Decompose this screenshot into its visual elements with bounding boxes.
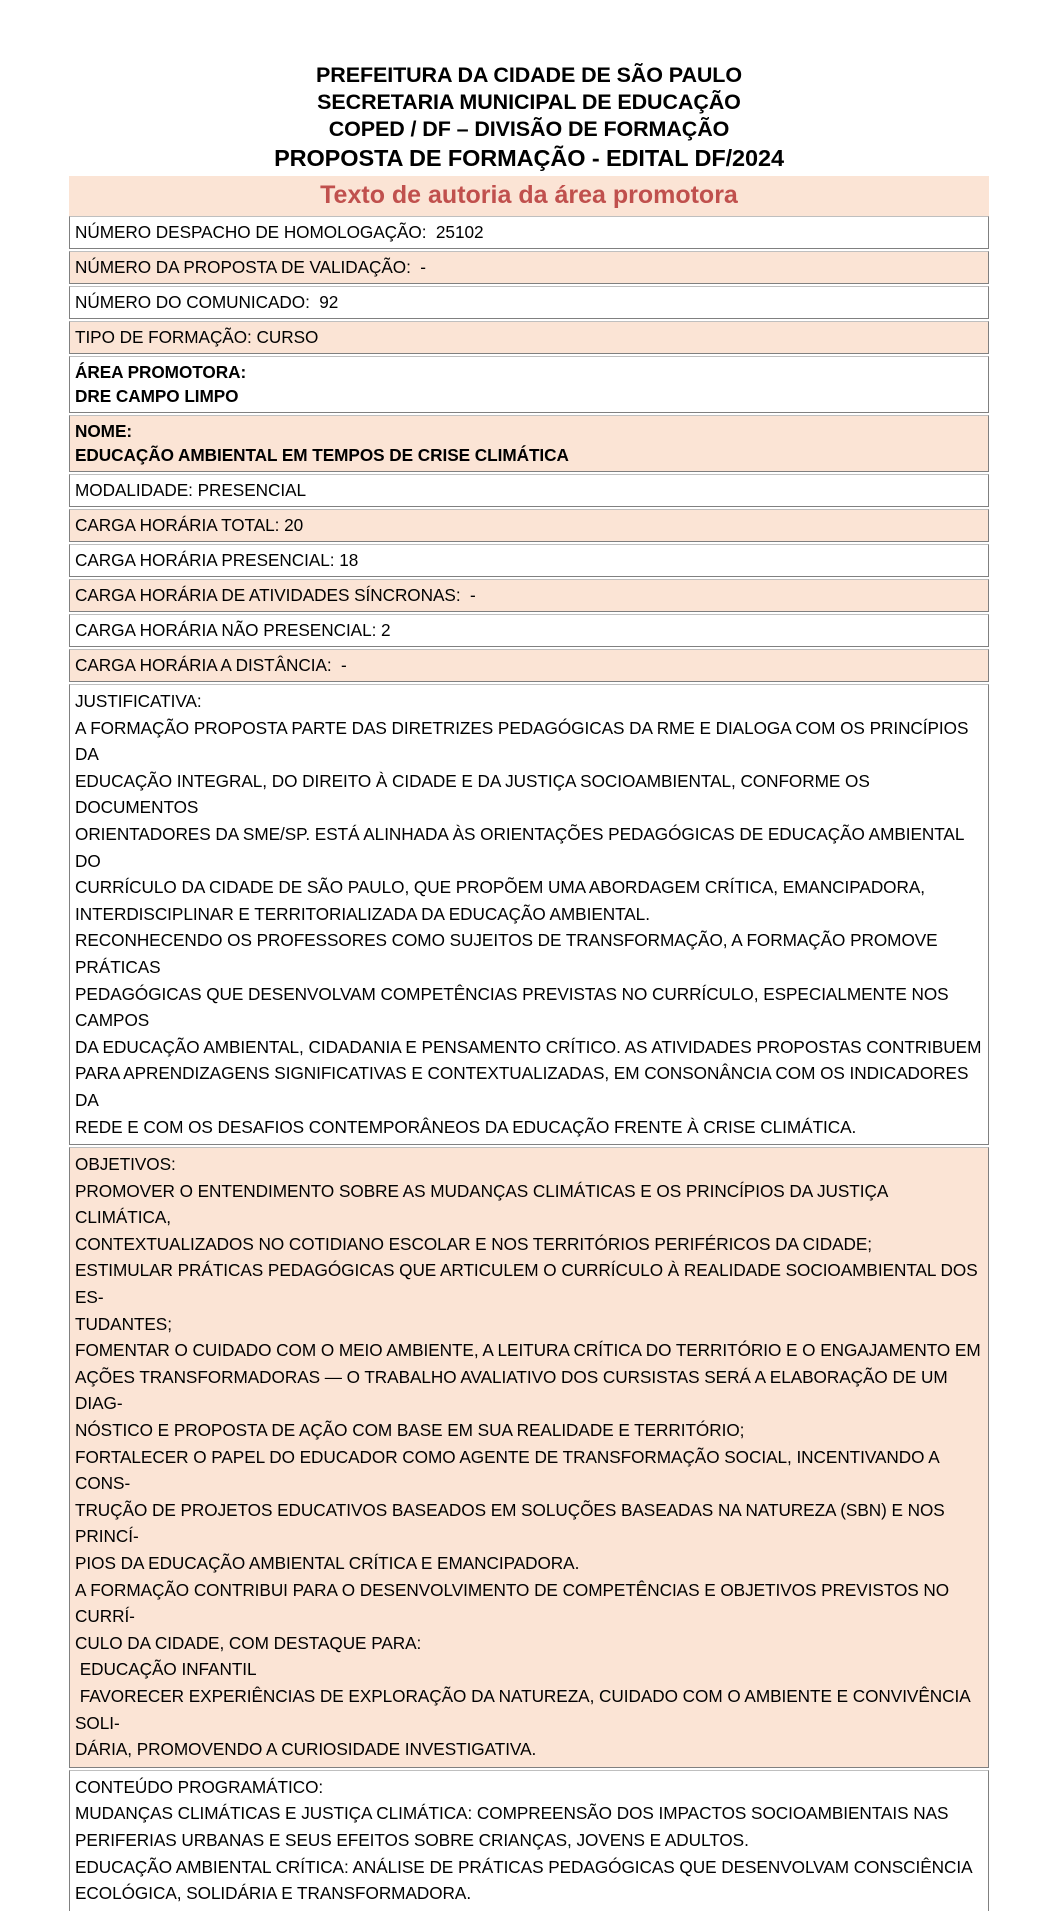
objetivos-l8: TRUÇÃO DE PROJETOS EDUCATIVOS BASEADOS EM SOLUÇÕES BASEADAS NA NATUREZA (SBN) E NOS PRINCÍ- <box>75 1499 950 1547</box>
objetivos-l5: AÇÕES TRANSFORMADORAS — O TRABALHO AVALIATIVO DOS CURSISTAS SERÁ A ELABORAÇÃO DE UM DIAG- <box>75 1366 953 1414</box>
objetivos-l11: CULO DA CIDADE, COM DESTAQUE PARA: <box>75 1632 422 1653</box>
justificativa-label: JUSTIFICATIVA: <box>75 691 202 711</box>
header-line-prefeitura: PREFEITURA DA CIDADE DE SÃO PAULO <box>316 63 742 87</box>
row-conteudo-programatico <box>69 1770 989 1911</box>
justificativa-l4: INTERDISCIPLINAR E TERRITORIALIZADA DA EDUCAÇÃO AMBIENTAL. <box>75 903 650 924</box>
objetivos-l14: DÁRIA, PROMOVENDO A CURIOSIDADE INVESTIGATIVA. <box>75 1739 537 1760</box>
field-carga-horaria-total: CARGA HORÁRIA TOTAL: 20 <box>75 515 304 535</box>
justificativa-l8: PARA APRENDIZAGENS SIGNIFICATIVAS E CONTEXTUALIZADAS, EM CONSONÂNCIA COM OS INDICADORES DA <box>75 1063 974 1110</box>
row-nome <box>69 415 989 472</box>
justificativa-l9: REDE E COM OS DESAFIOS CONTEMPORÂNEOS DA EDUCAÇÃO FRENTE À CRISE CLIMÁTICA. <box>75 1116 857 1137</box>
header-line-secretaria: SECRETARIA MUNICIPAL DE EDUCAÇÃO <box>317 90 741 114</box>
row-justificativa <box>69 684 989 1145</box>
row-proposta-validacao <box>69 251 989 284</box>
field-modalidade: MODALIDADE: PRESENCIAL <box>75 480 306 500</box>
row-carga-horaria-distancia <box>69 649 989 682</box>
objetivos-label: OBJETIVOS: <box>75 1154 176 1175</box>
banner-label: Texto de autoria da área promotora <box>320 181 738 209</box>
objetivos-l3: TUDANTES; <box>75 1313 172 1334</box>
conteudo-l1: PERIFERIAS URBANAS E SEUS EFEITOS SOBRE CRIANÇAS, JOVENS E ADULTOS. <box>75 1829 749 1850</box>
row-carga-horaria-presencial <box>69 544 989 577</box>
conteudo-l2: EDUCAÇÃO AMBIENTAL CRÍTICA: ANÁLISE DE PRÁTICAS PEDAGÓGICAS QUE DESENVOLVAM CONSCIÊNCIA <box>75 1856 973 1877</box>
justificativa-l1: EDUCAÇÃO INTEGRAL, DO DIREITO À CIDADE E DA JUSTIÇA SOCIOAMBIENTAL, CONFORME OS DOCUMENTOS <box>75 770 875 818</box>
row-despacho-homologacao <box>69 216 989 249</box>
row-carga-horaria-total <box>69 509 989 542</box>
header-line-proposta: PROPOSTA DE FORMAÇÃO - EDITAL DF/2024 <box>274 145 784 171</box>
field-carga-horaria-sincronas: CARGA HORÁRIA DE ATIVIDADES SÍNCRONAS: - <box>75 585 476 605</box>
banner-texto-autoria <box>69 176 989 216</box>
conteudo-l3: ECOLÓGICA, SOLIDÁRIA E TRANSFORMADORA. <box>75 1883 472 1904</box>
row-area-promotora <box>69 356 989 413</box>
row-carga-horaria-sincronas <box>69 579 989 612</box>
objetivos-l1: CONTEXTUALIZADOS NO COTIDIANO ESCOLAR E NOS TERRITÓRIOS PERIFÉRICOS DA CIDADE; <box>75 1233 873 1254</box>
objetivos-l13: FAVORECER EXPERIÊNCIAS DE EXPLORAÇÃO DA NATUREZA, CUIDADO COM O AMBIENTE E CONVIVÊNCIA SOLI- <box>75 1685 975 1733</box>
header-line-coped: COPED / DF – DIVISÃO DE FORMAÇÃO <box>328 117 730 141</box>
row-objetivos <box>69 1147 989 1768</box>
objetivos-l4: FOMENTAR O CUIDADO COM O MEIO AMBIENTE, A LEITURA CRÍTICA DO TERRITÓRIO E O ENGAJAMENTO EM <box>75 1340 981 1361</box>
field-carga-horaria-distancia: CARGA HORÁRIA A DISTÂNCIA: - <box>75 655 347 675</box>
justificativa-l0: A FORMAÇÃO PROPOSTA PARTE DAS DIRETRIZES PEDAGÓGICAS DA RME E DIALOGA COM OS PRINCÍPIOS DA <box>75 717 974 765</box>
objetivos-l6: NÓSTICO E PROPOSTA DE AÇÃO COM BASE EM SUA REALIDADE E TERRITÓRIO; <box>75 1420 745 1441</box>
conteudo-label: CONTEÚDO PROGRAMÁTICO: <box>75 1776 324 1797</box>
objetivos-l0: PROMOVER O ENTENDIMENTO SOBRE AS MUDANÇAS CLIMÁTICAS E OS PRINCÍPIOS DA JUSTIÇA CLIMÁTICA, <box>75 1180 893 1228</box>
field-nome-label: NOME: <box>75 421 133 441</box>
row-modalidade <box>69 474 989 507</box>
field-comunicado: NÚMERO DO COMUNICADO: 92 <box>75 292 339 312</box>
justificativa-l5: RECONHECENDO OS PROFESSORES COMO SUJEITOS DE TRANSFORMAÇÃO, A FORMAÇÃO PROMOVE PRÁTICAS <box>75 930 943 977</box>
justificativa-l6: PEDAGÓGICAS QUE DESENVOLVAM COMPETÊNCIAS PREVISTAS NO CURRÍCULO, ESPECIALMENTE NOS CAMPOS <box>75 983 954 1031</box>
field-proposta-validacao: NÚMERO DA PROPOSTA DE VALIDAÇÃO: - <box>75 257 426 277</box>
objetivos-l9: PIOS DA EDUCAÇÃO AMBIENTAL CRÍTICA E EMANCIPADORA. <box>75 1553 580 1573</box>
conteudo-l0: MUDANÇAS CLIMÁTICAS E JUSTIÇA CLIMÁTICA: COMPREENSÃO DOS IMPACTOS SOCIOAMBIENTAIS NAS <box>75 1803 949 1824</box>
justificativa-l7: DA EDUCAÇÃO AMBIENTAL, CIDADANIA E PENSAMENTO CRÍTICO. AS ATIVIDADES PROPOSTAS CONTRIBUEM <box>75 1036 982 1057</box>
row-tipo-formacao <box>69 321 989 354</box>
document-header <box>0 0 1058 173</box>
row-carga-horaria-nao-presencial <box>69 614 989 647</box>
field-nome-value: EDUCAÇÃO AMBIENTAL EM TEMPOS DE CRISE CLIMÁTICA <box>75 445 569 465</box>
field-carga-horaria-nao-presencial: CARGA HORÁRIA NÃO PRESENCIAL: 2 <box>75 620 391 640</box>
justificativa-l2: ORIENTADORES DA SME/SP. ESTÁ ALINHADA ÀS ORIENTAÇÕES PEDAGÓGICAS DE EDUCAÇÃO AMBIENTAL DO <box>75 823 969 871</box>
field-carga-horaria-presencial: CARGA HORÁRIA PRESENCIAL: 18 <box>75 550 359 570</box>
objetivos-l2: ESTIMULAR PRÁTICAS PEDAGÓGICAS QUE ARTICULEM O CURRÍCULO À REALIDADE SOCIOAMBIENTAL DOS ES- <box>75 1260 983 1308</box>
proposta-table <box>69 216 989 1911</box>
row-comunicado <box>69 286 989 319</box>
objetivos-l7: FORTALECER O PAPEL DO EDUCADOR COMO AGENTE DE TRANSFORMAÇÃO SOCIAL, INCENTIVANDO A CONS- <box>75 1446 944 1494</box>
field-area-promotora-value: DRE CAMPO LIMPO <box>75 386 239 406</box>
justificativa-l3: CURRÍCULO DA CIDADE DE SÃO PAULO, QUE PROPÕEM UMA ABORDAGEM CRÍTICA, EMANCIPADORA, <box>75 877 926 898</box>
objetivos-l10: A FORMAÇÃO CONTRIBUI PARA O DESENVOLVIMENTO DE COMPETÊNCIAS E OBJETIVOS PREVISTOS NO CURRÍ- <box>75 1579 954 1627</box>
field-area-promotora-label: ÁREA PROMOTORA: <box>75 362 247 382</box>
objetivos-l12: EDUCAÇÃO INFANTIL <box>75 1659 257 1680</box>
field-despacho-homologacao: NÚMERO DESPACHO DE HOMOLOGAÇÃO: 25102 <box>75 222 484 242</box>
field-tipo-formacao: TIPO DE FORMAÇÃO: CURSO <box>75 327 319 347</box>
